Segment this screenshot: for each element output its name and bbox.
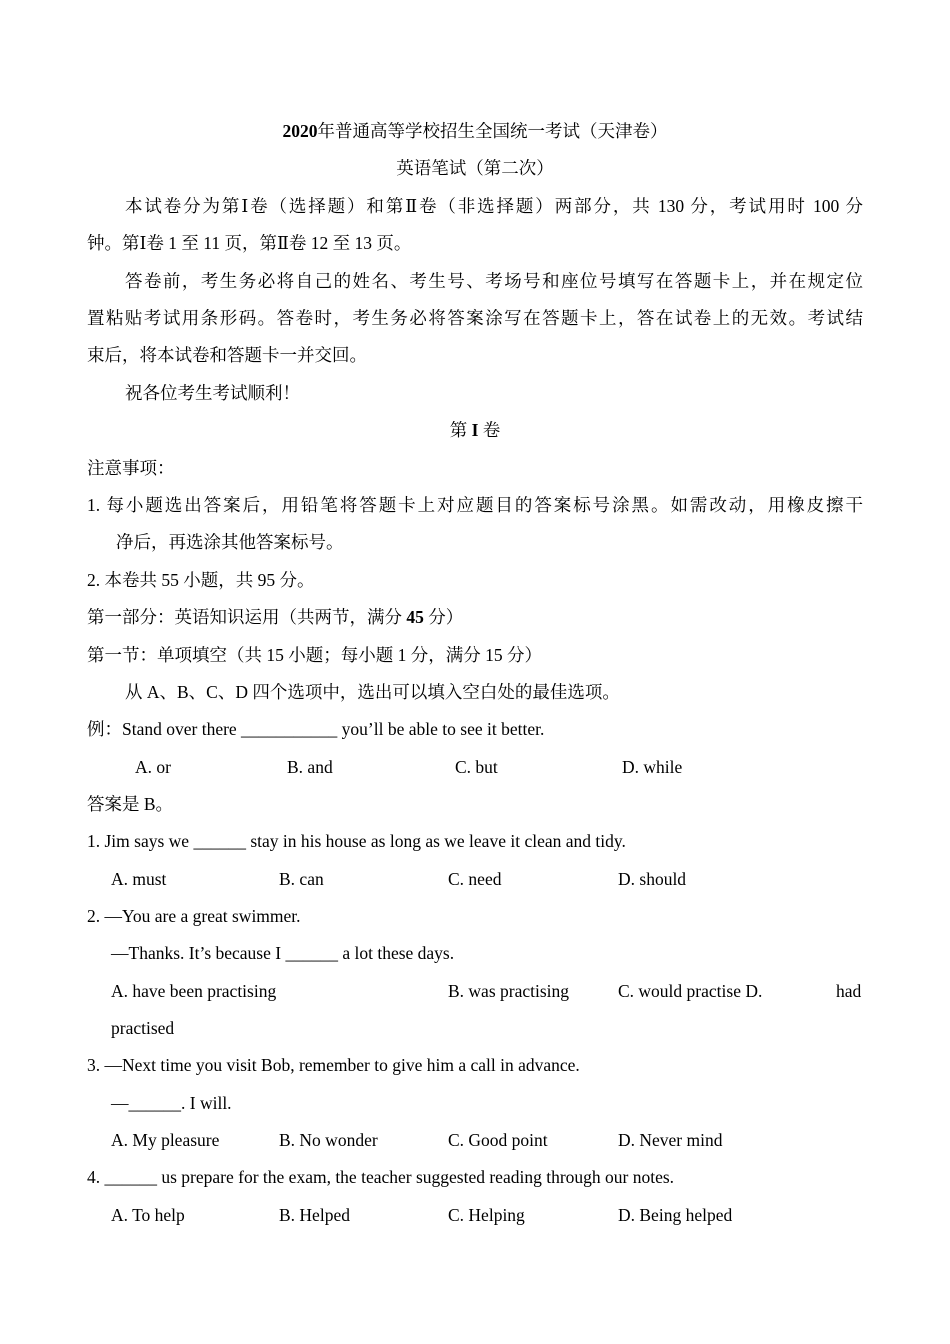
question-3-line2: —______. I will.	[111, 1093, 232, 1113]
question-1-option-c: C. need	[448, 869, 502, 889]
note-1-line2: 净后，再选涂其他答案标号。	[116, 532, 344, 552]
question-3-option-d: D. Never mind	[618, 1130, 723, 1150]
question-3-option-c: C. Good point	[448, 1130, 548, 1150]
question-2-option-c: C. would practise D.	[618, 981, 763, 1001]
part1-score: 45	[406, 607, 424, 627]
question-2-stem: 2. —You are a great swimmer.	[87, 906, 301, 926]
intro-wish: 祝各位考生考试顺利！	[125, 383, 300, 403]
question-1-option-b: B. can	[279, 869, 324, 889]
intro-p2-line1: 答卷前，考生务必将自己的姓名、考生号、考场号和座位号填写在答题卡上，并在规定位	[125, 271, 863, 291]
question-2-option-d-wrap: practised	[111, 1018, 175, 1038]
question-2-option-d-start: had	[836, 981, 862, 1001]
example-options	[0, 755, 950, 779]
question-4-option-a: A. To help	[111, 1205, 185, 1225]
exam-title	[0, 119, 950, 143]
volume-heading	[0, 418, 950, 442]
question-3-option-a: A. My pleasure	[111, 1130, 220, 1150]
note-1-line1: 1. 每小题选出答案后，用铅笔将答题卡上对应题目的答案标号涂黑。如需改动，用橡皮擦干	[87, 495, 863, 515]
question-1-options	[0, 867, 950, 891]
example-option-a: A. or	[135, 757, 171, 777]
question-2-option-a: A. have been practising	[111, 981, 277, 1001]
intro-p1-line1: 本试卷分为第Ⅰ卷（选择题）和第Ⅱ卷（非选择题）两部分，共 130 分，考试用时 100 分	[125, 196, 863, 216]
question-3-stem: 3. —Next time you visit Bob, remember to give him a call in advance.	[87, 1055, 580, 1075]
example-option-b: B. and	[287, 757, 333, 777]
note-2: 2. 本卷共 55 小题，共 95 分。	[87, 570, 315, 590]
question-2-line2: —Thanks. It’s because I ______ a lot these days.	[111, 943, 455, 963]
volume-post: 卷	[482, 420, 501, 440]
question-3-option-b: B. No wonder	[279, 1130, 378, 1150]
question-4-option-c: C. Helping	[448, 1205, 525, 1225]
intro-p2-line3: 束后，将本试卷和答题卡一并交回。	[87, 345, 367, 365]
exam-subtitle: 英语笔试（第二次）	[396, 158, 554, 178]
notes-heading: 注意事项：	[87, 458, 175, 478]
intro-p2-line2: 置粘贴考试用条形码。答卷时，考生务必将答案涂写在答题卡上，答在试卷上的无效。考试结	[87, 308, 863, 328]
example-option-d: D. while	[622, 757, 683, 777]
exam-title-text: 年普通高等学校招生全国统一考试（天津卷）	[317, 121, 668, 141]
question-1-stem: 1. Jim says we ______ stay in his house as long as we leave it clean and tidy.	[87, 831, 626, 851]
question-1-option-a: A. must	[111, 869, 167, 889]
example-answer: 答案是 B。	[87, 794, 174, 814]
section1-title: 第一节：单项填空（共 15 小题；每小题 1 分，满分 15 分）	[87, 645, 542, 665]
intro-p1-line2: 钟。第Ⅰ卷 1 至 11 页，第Ⅱ卷 12 至 13 页。	[87, 233, 412, 253]
example-option-c: C. but	[455, 757, 498, 777]
part1-pre: 第一部分：英语知识运用（共两节，满分	[87, 607, 402, 627]
part1-post: 分）	[428, 607, 464, 627]
question-2-option-b: B. was practising	[448, 981, 570, 1001]
part1-heading	[87, 605, 463, 629]
exam-year: 2020	[282, 121, 318, 141]
question-2-options	[0, 979, 950, 1003]
example-stem: 例：Stand over there ___________ you’ll be able to see it better.	[87, 719, 545, 739]
question-4-stem: 4. ______ us prepare for the exam, the teacher suggested reading through our notes.	[87, 1167, 675, 1187]
question-3-options	[0, 1128, 950, 1152]
question-4-options	[0, 1203, 950, 1227]
question-4-option-d: D. Being helped	[618, 1205, 733, 1225]
volume-num: I	[471, 420, 479, 440]
question-1-option-d: D. should	[618, 869, 687, 889]
question-4-option-b: B. Helped	[279, 1205, 350, 1225]
section1-instruction: 从 A、B、C、D 四个选项中，选出可以填入空白处的最佳选项。	[125, 682, 620, 702]
volume-pre: 第	[449, 420, 468, 440]
